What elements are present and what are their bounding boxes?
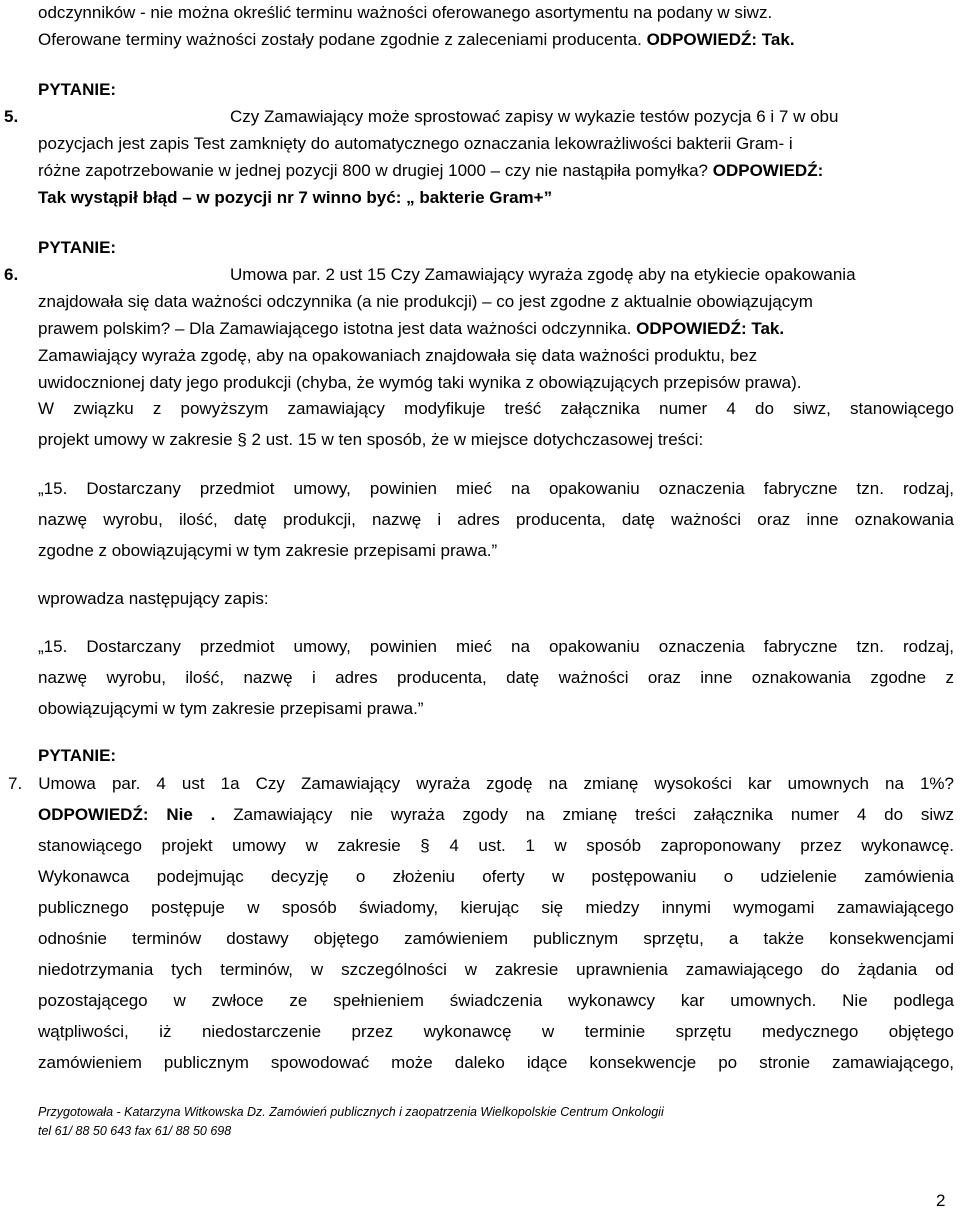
- answer-label: ODPOWIEDŹ: Tak.: [646, 30, 795, 49]
- text-line: 7. Umowa par. 4 ust 1a Czy Zamawiający wyraża zgodę na zmianę wysokości kar umownych na 1%?: [8, 774, 954, 793]
- text-span: Zamawiający nie wyraża zgody na zmianę treści załącznika numer 4 do siwz: [233, 805, 954, 824]
- text-span: Oferowane terminy ważności zostały podane zgodnie z zaleceniami producenta.: [38, 30, 642, 49]
- quote-line: „15. Dostarczany przedmiot umowy, powinien mieć na opakowaniu oznaczenia fabryczne tzn. rodzaj,: [38, 479, 954, 498]
- text-line: [230, 264, 954, 286]
- question-heading: PYTANIE:: [38, 80, 117, 99]
- text-line: [38, 160, 954, 182]
- text-line: pozycjach jest zapis Test zamknięty do automatycznego oznaczania lekowrażliwości bakterii Gram- i: [38, 134, 793, 153]
- question-number: 5.: [4, 107, 19, 126]
- text-line: projekt umowy w zakresie § 2 ust. 15 w ten sposób, że w miejsce dotychczasowej treści:: [38, 430, 704, 449]
- quote-line: obowiązującymi w tym zakresie przepisami prawa.”: [38, 699, 424, 718]
- answer-label: ODPOWIEDŹ:: [712, 161, 824, 180]
- quote-line: zgodne z obowiązującymi w tym zakresie przepisami prawa.”: [38, 541, 498, 560]
- text-span: prawem polskim? – Dla Zamawiającego istotna jest data ważności odczynnika.: [38, 319, 632, 338]
- text-span: Umowa par.: [230, 265, 321, 284]
- text-line: [38, 29, 954, 51]
- text-span: 2 ust 15 Czy Zamawiający wyraża zgodę aby na etykiecie opakowania: [325, 265, 856, 284]
- quote-line: „15. Dostarczany przedmiot umowy, powinien mieć na opakowaniu oznaczenia fabryczne tzn. rodzaj,: [38, 637, 954, 656]
- answer-text: Tak wystąpił błąd – w pozycji nr 7 winno być: „ bakterie Gram+”: [38, 188, 553, 207]
- text-line: W związku z powyższym zamawiający modyfikuje treść załącznika numer 4 do siwz, stanowiącego: [38, 399, 954, 418]
- question-heading: PYTANIE:: [38, 746, 117, 765]
- text-line: pozostającego w zwłoce ze spełnieniem świadczenia wykonawcy kar umownych. Nie podlega: [38, 991, 954, 1010]
- text-line: niedotrzymania tych terminów, w szczególności w zakresie uprawnienia zamawiającego do żądania od: [38, 960, 954, 979]
- text-line: wprowadza następujący zapis:: [38, 589, 269, 608]
- text-line: wątpliwości, iż niedostarczenie przez wykonawcę w terminie sprzętu medycznego objętego: [38, 1022, 954, 1041]
- quote-line: nazwę wyrobu, ilość, datę produkcji, nazwę i adres producenta, datę ważności oraz inne oznakowania: [38, 510, 954, 529]
- question-heading: PYTANIE:: [38, 238, 117, 257]
- question-number: 6.: [4, 265, 19, 284]
- text-line: [38, 318, 954, 340]
- text-line: Czy Zamawiający może sprostować zapisy w wykazie testów pozycja 6 i 7 w obu: [230, 107, 839, 126]
- text-line: publicznego postępuje w sposób świadomy, kierując się miedzy innymi wymogami zamawiającego: [38, 898, 954, 917]
- quote-line: nazwę wyrobu, ilość, nazwę i adres producenta, datę ważności oraz inne oznakowania zgodne z: [38, 668, 954, 687]
- page-number: 2: [936, 1191, 946, 1210]
- footer-line: Przygotowała - Katarzyna Witkowska Dz. Zamówień publicznych i zaopatrzenia Wielkopolskie Centrum Onkologii: [38, 1105, 664, 1119]
- text-line: odnośnie terminów dostawy objętego zamówieniem publicznym sprzętu, a także konsekwencjami: [38, 929, 954, 948]
- text-line: znajdowała się data ważności odczynnika (a nie produkcji) – co jest zgodne z aktualnie obowiązującym: [38, 292, 813, 311]
- text-line: odczynników - nie można określić terminu ważności oferowanego asortymentu na podany w siwz.: [38, 3, 773, 22]
- text-line: zamówieniem publicznym spowodować może daleko idące konsekwencje po stronie zamawiającego,: [38, 1053, 954, 1072]
- footer-line: tel 61/ 88 50 643 fax 61/ 88 50 698: [38, 1124, 232, 1138]
- text-line: Zamawiający wyraża zgodę, aby na opakowaniach znajdowała się data ważności produktu, bez: [38, 346, 758, 365]
- answer-label: ODPOWIEDŹ: Nie .: [38, 805, 216, 824]
- text-line: uwidocznionej daty jego produkcji (chyba, że wymóg taki wynika z obowiązujących przepisów prawa).: [38, 373, 802, 392]
- text-line: [38, 804, 954, 826]
- text-line: Wykonawca podejmując decyzję o złożeniu oferty w postępowaniu o udzielenie zamówienia: [38, 867, 954, 886]
- text-span: różne zapotrzebowanie w jednej pozycji 800 w drugiej 1000 – czy nie nastąpiła pomyłka?: [38, 161, 709, 180]
- answer-label: ODPOWIEDŹ: Tak.: [636, 319, 785, 338]
- text-line: stanowiącego projekt umowy w zakresie § 4 ust. 1 w sposób zaproponowany przez wykonawcę.: [38, 836, 954, 855]
